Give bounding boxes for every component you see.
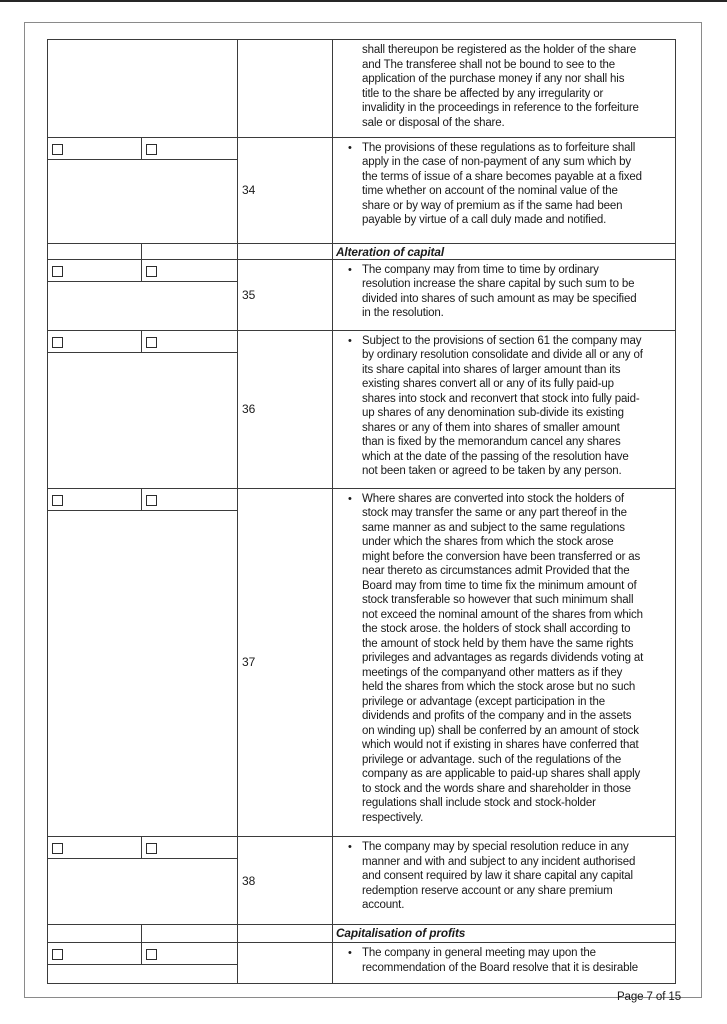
text-line: and consent required by law it share capital any capital: [362, 870, 633, 883]
text-line: time whether on account of the nominal value of the: [362, 185, 618, 198]
checkbox[interactable]: [146, 495, 157, 506]
checkbox-strip: [48, 943, 237, 965]
article-number: 38: [242, 873, 256, 888]
checkbox-area: [48, 331, 238, 488]
checkbox-area: [48, 138, 238, 243]
checkbox-area: [48, 943, 238, 983]
section-title-cell: [333, 925, 675, 942]
section-title: Alteration of capital: [336, 244, 445, 259]
text-line: in the resolution.: [362, 307, 444, 320]
text-line: held the shares from which the stock arose but no such: [362, 681, 636, 694]
checkbox-area: [48, 925, 238, 942]
article-number-cell: [238, 943, 333, 983]
article-number-cell: [238, 925, 333, 942]
article-row: [48, 40, 675, 138]
text-line: which at the date of the passing of the resolution have: [362, 450, 629, 463]
text-line: not exceed the nominal amount of the shares from which: [362, 608, 643, 621]
section-header-row: [48, 925, 675, 943]
checkbox-strip: [48, 837, 237, 859]
text-line: its share capital into shares of larger amount than its: [362, 363, 621, 376]
text-line: near thereto as circumstances admit Provided that the: [362, 565, 630, 578]
text-line: shares into stock and reconvert that stock into fully paid-: [362, 392, 640, 405]
checkbox[interactable]: [52, 495, 63, 506]
checkbox-area: [48, 40, 238, 137]
text-line: by ordinary resolution consolidate and divide all or any of: [362, 349, 643, 362]
checkbox[interactable]: [52, 843, 63, 854]
text-line: shares or any of them into shares of smaller amount: [362, 421, 620, 434]
text-line: account.: [362, 899, 405, 912]
text-line: under which the shares from which the stock arose: [362, 536, 614, 549]
checkbox[interactable]: [52, 144, 63, 155]
article-row: [48, 837, 675, 925]
text-line: meetings of the companyand other matters as if they: [362, 666, 623, 679]
article-number: 35: [242, 287, 256, 302]
text-line: manner and with and subject to any incident authorised: [362, 855, 636, 868]
text-line: stock may transfer the same or any part thereof in the: [362, 507, 627, 520]
text-line: application of the purchase money if any nor shall his: [362, 73, 625, 85]
checkbox-strip: [48, 331, 237, 353]
text-line: share or by way of premium as if the same had been: [362, 199, 623, 212]
article-number-cell: [238, 489, 333, 837]
text-line: than is fixed by the memorandum cancel any shares: [362, 436, 621, 449]
checkbox-strip: [48, 138, 237, 160]
checkbox[interactable]: [146, 337, 157, 348]
page-number: Page 7 of 15: [616, 991, 681, 1003]
article-number: 37: [242, 655, 256, 670]
text-line: resolution increase the share capital by such sum to be: [362, 278, 635, 291]
section-title: Capitalisation of profits: [336, 926, 466, 941]
article-number: 34: [242, 183, 256, 198]
articles-table: [47, 39, 676, 984]
text-line: privileges and advantages as regards dividends voting at: [362, 652, 644, 665]
text-line: stock transferable so however that such minimum shall: [362, 594, 634, 607]
checkbox[interactable]: [146, 843, 157, 854]
checkbox-cell: [142, 489, 237, 510]
text-line: on winding up) shall be conferred by an amount of stock: [362, 724, 639, 737]
article-text-cell: [333, 489, 675, 837]
text-line: recommendation of the Board resolve that it is desirable: [362, 961, 639, 974]
article-row: [48, 943, 675, 983]
text-line: invalidity in the proceedings in reference to the forfeiture: [362, 102, 639, 114]
checkbox-cell: [48, 331, 142, 352]
checkbox-cell: [142, 260, 237, 281]
text-line: dividends and profits of the company and in the assets: [362, 710, 632, 723]
checkbox[interactable]: [146, 144, 157, 155]
text-line: The company in general meeting may upon the: [362, 947, 596, 960]
text-line: not been taken or agreed to be taken by any person.: [362, 465, 622, 478]
bullet-icon: •: [348, 841, 352, 854]
page-border: [24, 22, 702, 998]
checkbox-area: [48, 489, 238, 837]
article-number-cell: [238, 138, 333, 243]
text-line: apply in the case of non-payment of any sum which by: [362, 156, 631, 169]
article-number-cell: [238, 40, 333, 137]
text-line: Where shares are converted into stock the holders of: [362, 492, 624, 505]
checkbox[interactable]: [146, 266, 157, 277]
article-number-cell: [238, 331, 333, 488]
text-line: which would not if existing in shares have conferred that: [362, 739, 639, 752]
bullet-icon: •: [348, 947, 352, 960]
text-line: shall thereupon be registered as the holder of the share: [362, 44, 637, 56]
text-line: title to the share be affected by any irregularity or: [362, 87, 604, 100]
text-line: payable by virtue of a call duly made and notified.: [362, 214, 607, 227]
checkbox[interactable]: [52, 949, 63, 960]
article-number-cell: [238, 244, 333, 259]
text-line: privilege or advantage (except participation in the: [362, 695, 605, 708]
text-line: the stock arose. the holders of stock shall according to: [362, 623, 631, 636]
checkbox-area: [48, 837, 238, 924]
checkbox[interactable]: [146, 949, 157, 960]
text-line: divided into shares of such amount as may be specified: [362, 292, 637, 305]
article-text-cell: [333, 943, 675, 983]
checkbox-strip: [48, 260, 237, 282]
checkbox-cell: [142, 331, 237, 352]
article-row: [48, 138, 675, 244]
checkbox-cell: [48, 138, 142, 159]
article-row: [48, 260, 675, 331]
checkbox-cell: [142, 943, 237, 964]
article-text-cell: [333, 837, 675, 924]
article-text-cell: [333, 40, 675, 137]
text-line: might before the conversion have been transferred or as: [362, 550, 641, 563]
section-title-cell: [333, 244, 675, 259]
checkbox-cell: [48, 489, 142, 510]
text-line: The provisions of these regulations as to forfeiture shall: [362, 141, 636, 154]
checkbox-area: [48, 244, 238, 259]
left-divider-cell: [48, 244, 142, 259]
checkbox-cell: [142, 837, 237, 858]
text-line: the terms of issue of a share becomes payable at a fixed: [362, 170, 642, 183]
section-header-row: [48, 244, 675, 260]
checkbox-area: [48, 260, 238, 330]
text-line: Subject to the provisions of section 61 the company may: [362, 334, 642, 347]
article-row: [48, 331, 675, 489]
text-line: company as are applicable to paid-up shares shall apply: [362, 768, 641, 781]
article-text-cell: [333, 138, 675, 243]
checkbox-cell: [142, 138, 237, 159]
text-line: privilege or advantage. such of the regulations of the: [362, 753, 622, 766]
left-divider-cell: [48, 925, 142, 942]
checkbox-strip: [48, 489, 237, 511]
article-row: [48, 489, 675, 838]
scan-top-edge-line: [0, 0, 727, 2]
article-number: 36: [242, 402, 256, 417]
text-line: redemption reserve account or any share premium: [362, 884, 613, 897]
text-line: The company may by special resolution reduce in any: [362, 841, 629, 854]
article-number-cell: [238, 837, 333, 924]
checkbox[interactable]: [52, 337, 63, 348]
bullet-icon: •: [348, 141, 352, 154]
checkbox[interactable]: [52, 266, 63, 277]
checkbox-cell: [48, 837, 142, 858]
bullet-icon: •: [348, 334, 352, 347]
text-line: to stock and the words share and shareholder in those: [362, 782, 631, 795]
text-line: and The transferee shall not be bound to see to the: [362, 58, 615, 71]
checkbox-cell: [48, 943, 142, 964]
text-line: existing shares convert all or any of its fully paid-up: [362, 378, 614, 391]
article-number-cell: [238, 260, 333, 330]
article-text-cell: [333, 331, 675, 488]
text-line: Board may from time to time fix the minimum amount of: [362, 579, 637, 592]
text-line: same manner as and subject to the same regulations: [362, 521, 625, 534]
text-line: regulations shall include stock and stock-holder: [362, 797, 596, 810]
text-line: The company may from time to time by ordinary: [362, 263, 599, 276]
article-text-cell: [333, 260, 675, 330]
text-line: up shares of any denomination sub-divide its existing: [362, 407, 624, 420]
text-line: the amount of stock held by them have the same rights: [362, 637, 634, 650]
checkbox-cell: [48, 260, 142, 281]
bullet-icon: •: [348, 492, 352, 505]
text-line: sale or disposal of the share.: [362, 116, 505, 129]
bullet-icon: •: [348, 263, 352, 276]
text-line: respectively.: [362, 811, 424, 824]
